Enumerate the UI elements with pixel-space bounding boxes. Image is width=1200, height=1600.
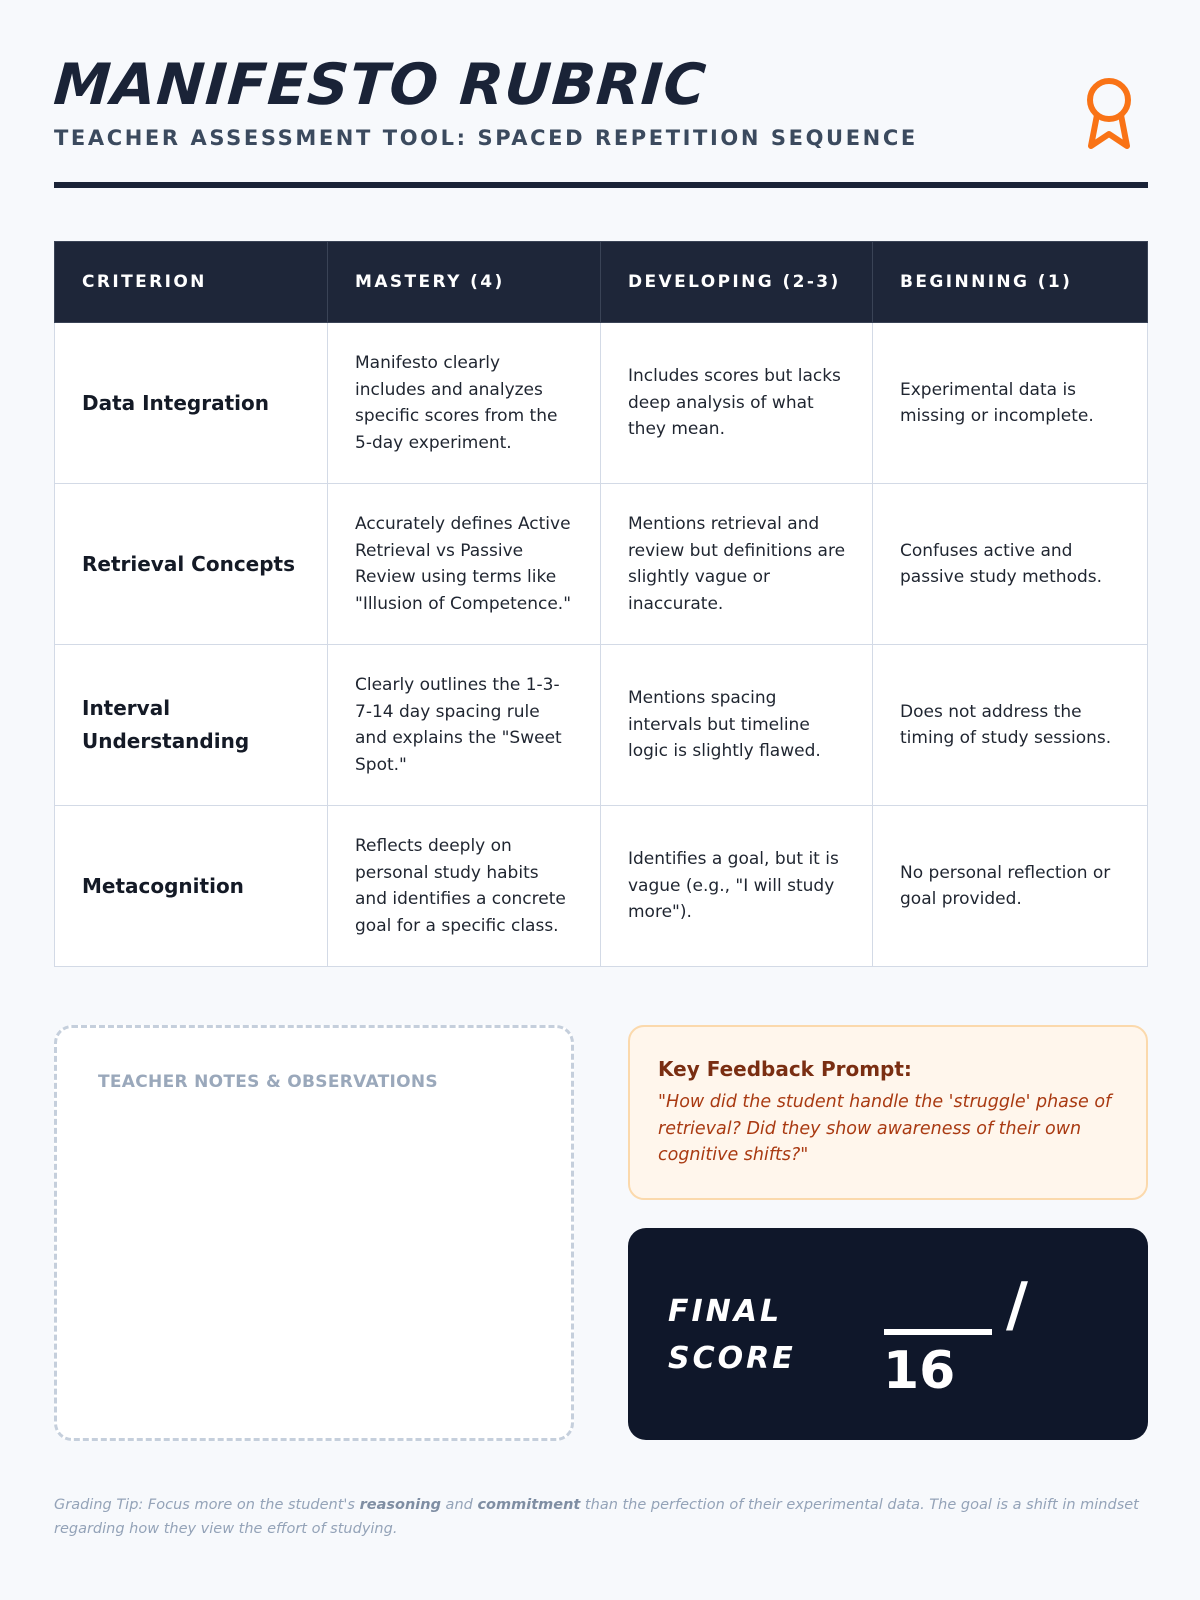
developing-cell: Identifies a goal, but it is vague (e.g., "I will study more"). bbox=[601, 806, 873, 967]
grading-tip-text: Grading Tip: Focus more on the student's bbox=[54, 1497, 360, 1513]
score-entry-blank[interactable] bbox=[884, 1329, 992, 1335]
score-slash: / bbox=[1006, 1270, 1028, 1340]
final-score-label bbox=[668, 1288, 796, 1382]
beginning-cell: Does not address the timing of study sessions. bbox=[873, 645, 1148, 806]
grading-tip-text: than the perfection of their experimental data. The goal is a shift in mindset regarding how they view the effort of studying. bbox=[54, 1497, 1139, 1537]
table-row bbox=[55, 806, 1148, 967]
rubric-table bbox=[54, 241, 1148, 967]
feedback-prompt-title: Key Feedback Prompt: bbox=[658, 1057, 912, 1081]
developing-cell: Mentions retrieval and review but definitions are slightly vague or inaccurate. bbox=[601, 484, 873, 645]
column-header-criterion: CRITERION bbox=[55, 242, 328, 323]
header-divider bbox=[54, 182, 1148, 188]
feedback-prompt-text: "How did the student handle the 'struggle' phase of retrieval? Did they show awareness of their own cognitive shifts?" bbox=[658, 1092, 1112, 1165]
table-header-row bbox=[55, 242, 1148, 323]
mastery-cell: Reflects deeply on personal study habits and identifies a concrete goal for a specific class. bbox=[328, 806, 601, 967]
table-row bbox=[55, 484, 1148, 645]
final-score-label-line1: FINAL bbox=[668, 1294, 783, 1329]
award-ribbon-icon bbox=[1084, 76, 1134, 154]
criterion-cell: Interval Understanding bbox=[55, 645, 328, 806]
column-header-developing: DEVELOPING (2-3) bbox=[601, 242, 873, 323]
final-score-label-line2: SCORE bbox=[668, 1341, 796, 1376]
teacher-notes-area[interactable] bbox=[54, 1025, 574, 1441]
developing-cell: Mentions spacing intervals but timeline logic is slightly flawed. bbox=[601, 645, 873, 806]
table-row bbox=[55, 645, 1148, 806]
beginning-cell: Confuses active and passive study methods. bbox=[873, 484, 1148, 645]
mastery-cell: Manifesto clearly includes and analyzes specific scores from the 5-day experiment. bbox=[328, 323, 601, 484]
grading-tip-emphasis: commitment bbox=[477, 1497, 581, 1513]
beginning-cell: Experimental data is missing or incomplete. bbox=[873, 323, 1148, 484]
criterion-cell: Metacognition bbox=[55, 806, 328, 967]
mastery-cell: Clearly outlines the 1-3-7-14 day spacing rule and explains the "Sweet Spot." bbox=[328, 645, 601, 806]
score-max-value: 16 bbox=[883, 1341, 956, 1401]
feedback-prompt-card bbox=[628, 1025, 1148, 1200]
grading-tip bbox=[54, 1494, 1148, 1541]
beginning-cell: No personal reflection or goal provided. bbox=[873, 806, 1148, 967]
grading-tip-text: and bbox=[440, 1497, 478, 1513]
developing-cell: Includes scores but lacks deep analysis of what they mean. bbox=[601, 323, 873, 484]
page-header bbox=[51, 50, 1148, 188]
final-score-card bbox=[628, 1228, 1148, 1440]
column-header-beginning: BEGINNING (1) bbox=[873, 242, 1148, 323]
criterion-cell: Data Integration bbox=[55, 323, 328, 484]
teacher-notes-label: TEACHER NOTES & OBSERVATIONS bbox=[98, 1072, 438, 1092]
criterion-cell: Retrieval Concepts bbox=[55, 484, 328, 645]
column-header-mastery: MASTERY (4) bbox=[328, 242, 601, 323]
table-row bbox=[55, 323, 1148, 484]
mastery-cell: Accurately defines Active Retrieval vs Passive Review using terms like "Illusion of Competence." bbox=[328, 484, 601, 645]
page-title: MANIFESTO RUBRIC bbox=[51, 52, 709, 118]
grading-tip-emphasis: reasoning bbox=[359, 1497, 441, 1513]
page-subtitle: TEACHER ASSESSMENT TOOL: SPACED REPETITION SEQUENCE bbox=[54, 126, 918, 150]
